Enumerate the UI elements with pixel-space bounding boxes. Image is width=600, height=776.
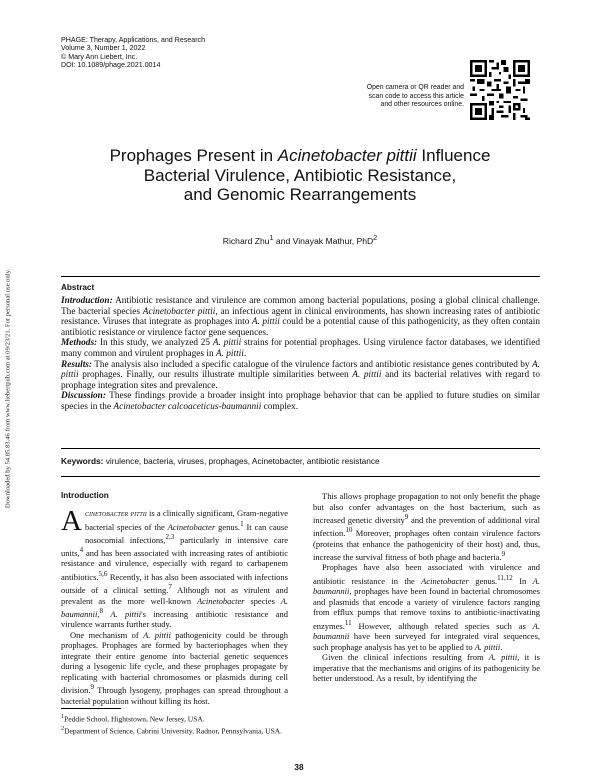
citation[interactable]: 4 [79, 546, 84, 555]
text: could be a potential cause of this pathogenicity, as they often contain antibiotic resistance or virulence factor gene sequences. [61, 317, 540, 338]
text: , it is imperative that the mechanisms and origins of its pathogenicity be better understood. As a result, by identifying the [313, 652, 540, 684]
text: A. pittii [212, 338, 242, 349]
text: genus. [215, 521, 241, 532]
keywords [61, 456, 540, 466]
text: A. pittii [474, 641, 501, 652]
text: This allows prophage propagation to not only benefit the phage but also confer advantages on the host bacterium, such as increased genetic diversity [313, 491, 540, 525]
citation[interactable]: 10 [345, 526, 353, 535]
text: One mechanism of [70, 629, 144, 640]
text: and the prevention of additional viral infection. [313, 514, 540, 539]
text: prophages. Finally, our results illustrate multiple similarities between [78, 370, 353, 381]
footnote-marker: 2 [61, 725, 65, 733]
paragraph [313, 491, 540, 562]
paragraph [313, 562, 540, 652]
title-text: Prophages Present in [109, 146, 278, 165]
journal-volume: Volume 3, Number 1, 2022 [61, 44, 146, 53]
text: , an infectious agent in clinical environments, has shown increasing rates of antibiotic resistance. Viruses that integrate as prophages into [61, 306, 540, 328]
citation[interactable]: 7 [168, 583, 172, 592]
text: strains for potential prophages. Using virulence factor databases, we identified many common and virulent prophages in [61, 338, 540, 359]
text: The analysis also included a specific catalogue of the virulence factors and antibiotic resistance genes contributed by [92, 359, 532, 370]
footnote-text: Peddie School, Hightstown, New Jersey, USA. [64, 714, 205, 724]
text: Acinetobacter [196, 595, 245, 606]
text: is a clinically significant, Gram-negative bacterial species of the [84, 508, 288, 532]
text: Prophages have also been associated with virulence and antibiotic resistance in the [313, 562, 540, 586]
keywords-text: virulence, bacteria, viruses, prophages, Acinetobacter, antibiotic resistance [103, 456, 380, 466]
abstract-discussion [61, 391, 540, 412]
keywords-rule [61, 476, 540, 477]
citation[interactable]: 8 [99, 607, 104, 616]
text: have been surveyed for integrated viral sequences, such prophage analysis has yet to be applied to [313, 631, 540, 652]
section-label: Introduction: [61, 296, 113, 306]
abstract-results [61, 360, 540, 392]
text: A. pittii [110, 608, 142, 619]
citation[interactable]: 5,6 [98, 569, 108, 578]
citation[interactable]: 9 [501, 550, 506, 559]
text: pathogenicity could be through prophages. Prophages are formed by bacteriophages when they integrate their entire genome into bacterial genetic sequences during a lysogenic life cycle, and these prophages propagate by replicating with bacterial chromosomes or plasmids during cell division. [61, 629, 289, 696]
section-label: Discussion: [61, 391, 106, 402]
text: A. baumannii [61, 595, 289, 619]
drop-cap: A [61, 505, 82, 537]
journal-doi[interactable]: DOI: 10.1089/phage.2021.0014 [61, 60, 161, 69]
author-name: Richard Zhu [222, 235, 270, 246]
text: Acinetobacter pittii [142, 306, 216, 317]
affiliation-2 [61, 724, 361, 736]
qr-note-line: scan code to access this article [368, 92, 464, 100]
text: Recently, it has also been associated with infections outside of a clinical setting. [61, 571, 288, 596]
text: . [500, 641, 503, 652]
author-list [60, 234, 540, 246]
text: Acinetobacter [421, 575, 469, 586]
text: and its bacterial relatives with regard to prophage integration sites and prevalence. [61, 370, 541, 391]
abstract-introduction [61, 296, 540, 338]
text: Through lysogeny, prophages can spread throughout a bacterial population without killing its host. [61, 685, 288, 706]
text: and has been associated with increasing rates of antibiotic resistance and virulence, especially with regard to carbapenem antibiotics. [61, 547, 288, 582]
text: 's increasing antibiotic resistance and virulence warrants further study. [61, 608, 289, 630]
text: Although not as virulent and prevalent as the more well-known [61, 585, 288, 606]
text: species [244, 595, 281, 606]
text: cinetobacter pittii [84, 508, 147, 518]
text: Given the clinical infections resulting from [322, 652, 489, 663]
title-line-2: Bacterial Virulence, Antibiotic Resistance, [143, 165, 457, 185]
keywords-label: Keywords: [61, 456, 104, 466]
paragraph [313, 652, 540, 684]
qr-note [340, 84, 464, 110]
footnote-text: Department of Science, Cabrini University, Radnor, Pennsylvania, USA. [64, 726, 283, 736]
footnote-marker: 1 [61, 713, 65, 720]
section-label: Results: [61, 359, 92, 370]
author-name: Vinayak Mathur, PhD [292, 235, 374, 246]
affiliation-1 [61, 712, 361, 724]
text: A. pittii [215, 348, 244, 359]
text: A. baumannii [313, 620, 540, 642]
text: . [243, 348, 247, 359]
text: In [512, 575, 533, 586]
paragraph [61, 630, 288, 706]
paragraph [61, 505, 289, 630]
qr-note-line: Open camera or QR reader and [366, 84, 464, 91]
text: These findings provide a broader insight into prophage behavior that can be applied to future studies on similar species in the [61, 391, 540, 412]
text: , prophages have been found in bacterial chromosomes and plasmids that encode a variety of virulence factors ranging from efflux pumps that remove toxins to antibiotic-inactivating enzymes. [313, 586, 540, 631]
author-separator: and [273, 235, 293, 246]
affiliation-marker: 2 [373, 234, 378, 242]
journal-name: PHAGE: Therapy, Applications, and Research [61, 36, 206, 44]
qr-code[interactable] [470, 60, 530, 120]
citation[interactable]: 9 [404, 513, 409, 521]
citation[interactable]: 9 [90, 683, 95, 692]
abstract-top-rule [61, 276, 540, 277]
text: A. pittii [143, 629, 171, 640]
text: A. pittii [488, 652, 518, 663]
left-column [61, 505, 289, 706]
footnote-rule [61, 708, 121, 709]
text: complex. [261, 401, 299, 412]
text: A. baumannii [313, 575, 540, 597]
citation[interactable]: 11,12 [497, 573, 513, 582]
citation[interactable]: 11 [344, 618, 352, 627]
text: Acinetobacter calcoaceticus-baumannii [113, 401, 262, 412]
text: In this study, we analyzed 25 [97, 338, 213, 349]
abstract-bottom-rule [61, 448, 540, 449]
citation[interactable]: 1 [240, 519, 244, 528]
text: Antibiotic resistance and virulence are common among bacterial populations, posing a global clinical challenge. The bacterial species [61, 296, 540, 317]
text: A. pittii [251, 317, 280, 328]
section-label: Methods: [61, 338, 98, 349]
introduction-heading: Introduction [61, 491, 109, 500]
citation[interactable]: 2,3 [165, 532, 175, 541]
abstract-heading: Abstract [61, 283, 95, 292]
text: particularly in intensive care units, [61, 534, 288, 558]
title-text: Influence [416, 146, 491, 165]
text: However, although related species such as [351, 620, 533, 631]
abstract-methods [61, 338, 540, 359]
text: , [97, 608, 100, 619]
title-line-1 [60, 146, 540, 166]
qr-note-line: and other resources online. [380, 101, 464, 109]
text: It can cause nosocomial infections, [84, 521, 288, 545]
affiliation-marker: 1 [269, 234, 274, 242]
text: A. pittii [352, 370, 382, 381]
text: genus. [468, 575, 498, 586]
article-title [60, 146, 540, 205]
text: A. pittii [61, 359, 540, 381]
right-column [313, 491, 540, 684]
download-notice: Downloaded by 54.85.83.46 from www.liebertpub.com at 09/23/21. For personal use only. [4, 268, 12, 509]
title-line-3: and Genomic Rearrangements [183, 185, 417, 204]
footnotes [61, 712, 361, 736]
text: Acinetobacter [167, 521, 216, 532]
journal-copyright: © Mary Ann Liebert, Inc. [61, 52, 138, 61]
abstract-body [61, 296, 540, 413]
page-number: 38 [294, 762, 304, 772]
title-species: Acinetobacter pittii [277, 146, 417, 165]
text: Moreover, prophages often contain virulence factors (proteins that enhance the pathogenicity of their host) and, thus, increase the survival fitness of both phage and bacteria. [313, 528, 540, 562]
journal-info [61, 36, 291, 69]
